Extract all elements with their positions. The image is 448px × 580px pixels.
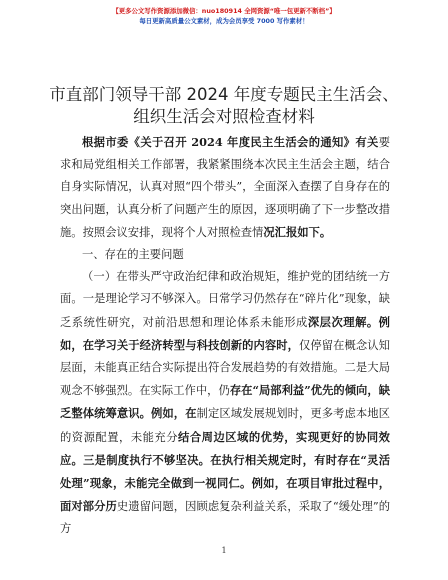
section-text-3: 仅停留在概念认知层面，未能真正结合实际提出符合发展趋势的有效措施。二是大局观念不够强烈。在实际工作中，仍 — [60, 338, 390, 398]
intro-text-2: 《关于召开 2024 年度民主生活会的通知》有关 — [128, 135, 379, 149]
section-paragraph — [60, 266, 390, 540]
section-text-5: 制定区域发展规划时，更多考虑本地区的资源配置，未能充分 — [60, 407, 390, 444]
document-title-line-1: 市直部门领导干部 2024 年度专题民主生活会、 — [49, 85, 399, 104]
section-heading: 一、存在的主要问题 — [82, 248, 184, 262]
promo-line-1: 【更多公文写作资源添加微信：nuo180914 全网资源“唯一包更新不断档”】 — [112, 7, 336, 15]
promo-banner — [0, 0, 448, 26]
document-title — [0, 84, 448, 128]
section-text-7: 能完全做到一视同仁。例如，在项目审批过程中，面对部分历 — [60, 476, 390, 514]
page-number: 1 — [221, 546, 227, 555]
document-title-line-2: 组织生活会对照检查材料 — [133, 107, 315, 126]
intro-paragraph — [60, 131, 390, 244]
document-body — [60, 131, 390, 541]
section-text-4: 存在“局部利益”优先的倾向，缺乏整体统筹意识。例如，在 — [60, 383, 390, 421]
intro-text-1: 根据市委 — [82, 135, 129, 149]
intro-text-4: 况汇报如下。 — [263, 224, 332, 239]
section-text-6: 结合周边区域的优势，实现更好的协同效应。三是制度执行不够坚决。在执行相关规定时，有时存在“灵活处理”现象，未 — [60, 429, 390, 491]
section-text-2: 深层次理解。例如，在学习关于经济转型与科技创新的内容时， — [60, 314, 390, 352]
section-text-8: 史遗留问题，因顾虑复杂利益关系，采取了“缓处理”的方 — [60, 500, 390, 536]
promo-line-2: 每日更新高质量公文素材，成为会员享受 7000 写作素材！ — [139, 17, 309, 25]
section-text-1: （一）在带头严守政治纪律和政治规矩，维护党的团结统一方面。一是理论学习不够深入。日常学习仍然存在“碎片化”现象，缺乏系统性研究，对前沿思想和理论体系未能形成 — [60, 270, 390, 329]
intro-text-3: 要求和局党组相关工作部署，我紧紧围绕本次民主生活会主题，结合自身实际情况，认真对照“四个带头”，全面深入查摆了自身存在的突出问题，认真分析了问题产生的原因，逐项明确了下一步整改措施。按照会议安排，现将个人对照检查情 — [60, 136, 390, 239]
